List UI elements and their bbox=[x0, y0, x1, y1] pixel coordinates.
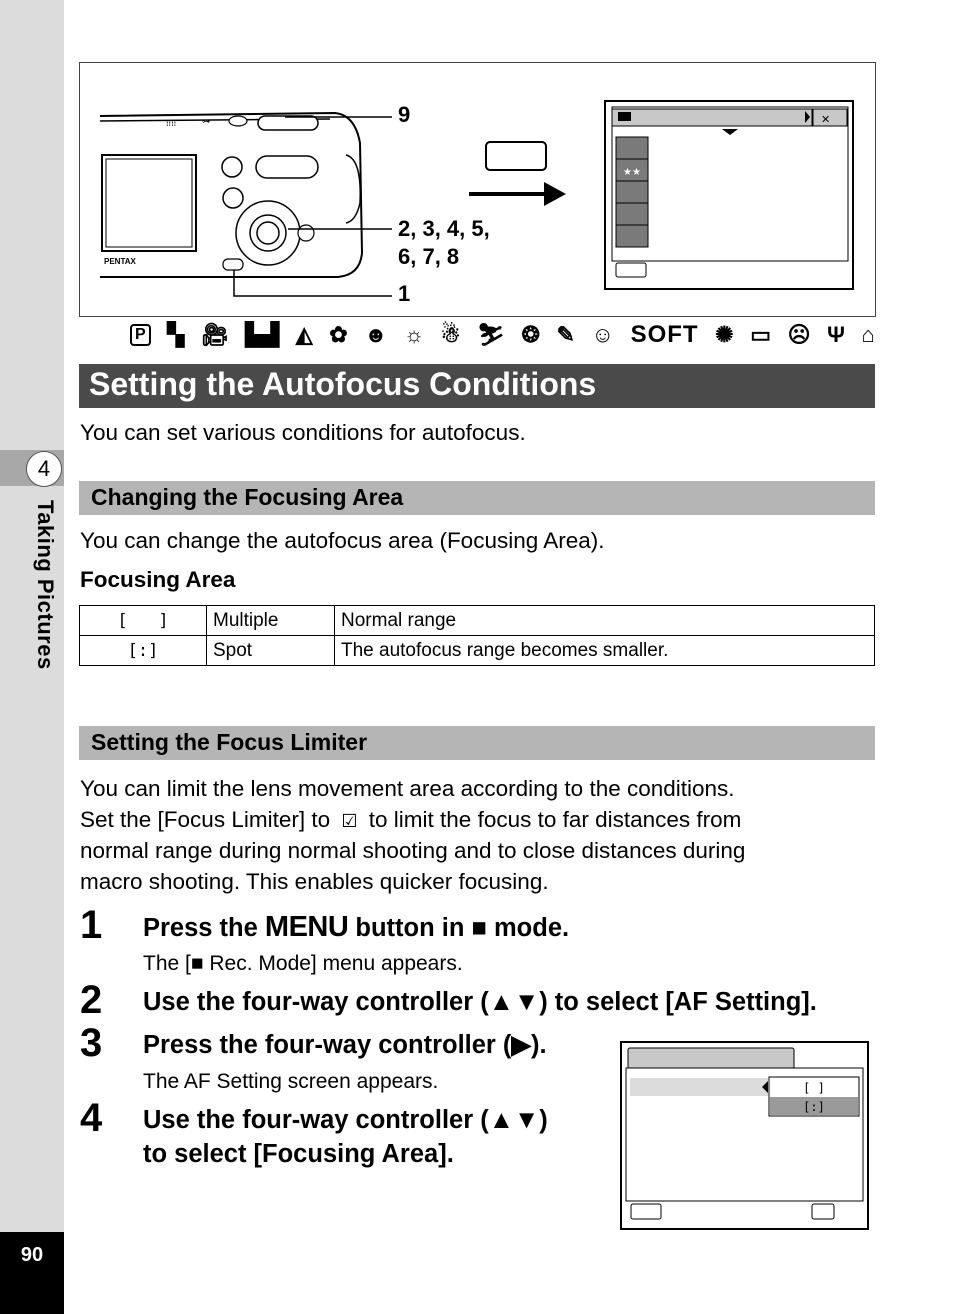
chapter-number: 4 bbox=[26, 451, 62, 487]
step-1-sub-pre: The [ bbox=[143, 952, 191, 975]
callout-1: 1 bbox=[398, 281, 411, 306]
menu-key-icon bbox=[486, 142, 546, 170]
chapter-sidebar bbox=[0, 0, 64, 1314]
step-3-sub: The AF Setting screen appears. bbox=[143, 1070, 439, 1093]
step-4-number: 4 bbox=[80, 1096, 103, 1140]
flower-icon: ✿ bbox=[329, 322, 348, 347]
step-2-number: 2 bbox=[80, 978, 103, 1022]
callout-9: 9 bbox=[398, 102, 411, 127]
table-row bbox=[80, 636, 875, 666]
multiple-area-icon: [ ] bbox=[80, 606, 207, 636]
lcd-screen bbox=[102, 155, 196, 251]
limiter-line-2 bbox=[80, 804, 741, 837]
limiter-line-2b: to limit the focus to far distances from bbox=[368, 807, 742, 832]
step-1-text bbox=[143, 911, 569, 945]
sport-icon: ⛷ bbox=[477, 322, 505, 347]
step-1-pre: Press the bbox=[143, 914, 265, 942]
night-scene-icon: ▚ bbox=[167, 322, 185, 347]
limiter-line-4: macro shooting. This enables quicker focusing. bbox=[80, 869, 549, 894]
step-1-number: 1 bbox=[80, 903, 103, 947]
pet-icon: ❂ bbox=[521, 322, 540, 347]
self-portrait-icon: ☹ bbox=[787, 322, 811, 347]
subheading-focusing-area bbox=[79, 481, 875, 515]
food-icon: Ψ bbox=[827, 322, 845, 347]
table-cell-description: The autofocus range becomes smaller. bbox=[335, 636, 875, 666]
mode-icon-strip bbox=[130, 320, 875, 350]
step-3-number: 3 bbox=[80, 1021, 103, 1065]
intro-text: You can set various conditions for autofocus. bbox=[80, 420, 526, 445]
program-mode-icon: P bbox=[130, 324, 151, 346]
step-1-post: mode. bbox=[486, 914, 570, 942]
step-1-mid: button in bbox=[348, 914, 472, 942]
table-cell-name: Spot bbox=[207, 636, 335, 666]
step-3-text: Press the four-way controller (▶). bbox=[143, 1031, 547, 1059]
svg-text:⁞⁞⁞⁞: ⁞⁞⁞⁞ bbox=[166, 119, 177, 128]
arrow-right-icon bbox=[544, 182, 566, 206]
spot-area-option: [:] bbox=[803, 1100, 825, 1114]
svg-text:⊶: ⊶ bbox=[202, 117, 210, 126]
step-4-line-2: to select [Focusing Area]. bbox=[143, 1140, 454, 1168]
multiple-area-option: [ ] bbox=[803, 1081, 825, 1095]
quality-stars-icon: ★★ bbox=[623, 167, 641, 178]
limiter-line-2a: Set the [Focus Limiter] to bbox=[80, 807, 331, 832]
subheading-focus-limiter bbox=[79, 726, 875, 760]
camera-icon: ■ bbox=[190, 952, 204, 975]
menu-button-label: MENU bbox=[264, 911, 349, 943]
frame-icon: ▭ bbox=[750, 322, 771, 347]
portrait-icon: ☻ bbox=[364, 322, 388, 347]
step-2-text: Use the four-way controller (▲▼) to select [AF Setting]. bbox=[143, 988, 817, 1016]
camera-icon bbox=[618, 112, 631, 121]
museum-icon: ⌂ bbox=[861, 322, 875, 347]
subheading-text: Changing the Focusing Area bbox=[91, 484, 404, 510]
focusing-area-text: You can change the autofocus area (Focusing Area). bbox=[80, 528, 605, 553]
surf-icon: ☼ bbox=[403, 322, 425, 347]
subheading-text: Setting the Focus Limiter bbox=[91, 729, 368, 755]
table-row bbox=[80, 606, 875, 636]
callout-2-5: 2, 3, 4, 5, bbox=[398, 216, 490, 241]
table-cell-description: Normal range bbox=[335, 606, 875, 636]
callout-6-8: 6, 7, 8 bbox=[398, 244, 460, 269]
fireworks-icon: ✺ bbox=[715, 322, 734, 347]
limiter-line-1: You can limit the lens movement area according to the conditions. bbox=[80, 776, 735, 801]
af-setting-screen bbox=[620, 1041, 870, 1231]
landscape-icon: ◭ bbox=[295, 322, 313, 347]
step-1-sub bbox=[143, 951, 463, 977]
camera-mode-icon: ■ bbox=[471, 914, 487, 942]
panorama-icon: ▙▟ bbox=[245, 322, 280, 347]
chapter-title: Taking Pictures bbox=[33, 500, 58, 670]
movie-icon: 🎥︎ bbox=[200, 322, 229, 347]
page-number: 90 bbox=[20, 1244, 44, 1266]
focusing-area-table bbox=[79, 605, 875, 666]
snow-icon: ☃ bbox=[440, 322, 461, 347]
soft-mode-icon: SOFT bbox=[630, 321, 699, 348]
camera-figure bbox=[79, 62, 876, 317]
focusing-area-label: Focusing Area bbox=[80, 567, 236, 592]
camera-illustration bbox=[80, 63, 875, 316]
brand-logo: PENTAX bbox=[104, 257, 136, 266]
step-1-sub-post: Rec. Mode] menu appears. bbox=[203, 952, 463, 975]
checkbox-checked-icon: ☑ bbox=[336, 811, 363, 831]
section-title: Setting the Autofocus Conditions bbox=[89, 366, 597, 402]
section-title-bar bbox=[79, 364, 875, 408]
text-icon: ✎ bbox=[556, 322, 575, 347]
table-cell-name: Multiple bbox=[207, 606, 335, 636]
spot-area-icon: [:] bbox=[80, 636, 207, 666]
shutter-button bbox=[258, 116, 318, 130]
kids-icon: ☺ bbox=[591, 322, 615, 347]
limiter-line-3: normal range during normal shooting and to close distances during bbox=[80, 838, 746, 863]
settings-icon: ✕ bbox=[821, 113, 831, 126]
step-4-line-1: Use the four-way controller (▲▼) bbox=[143, 1106, 548, 1134]
